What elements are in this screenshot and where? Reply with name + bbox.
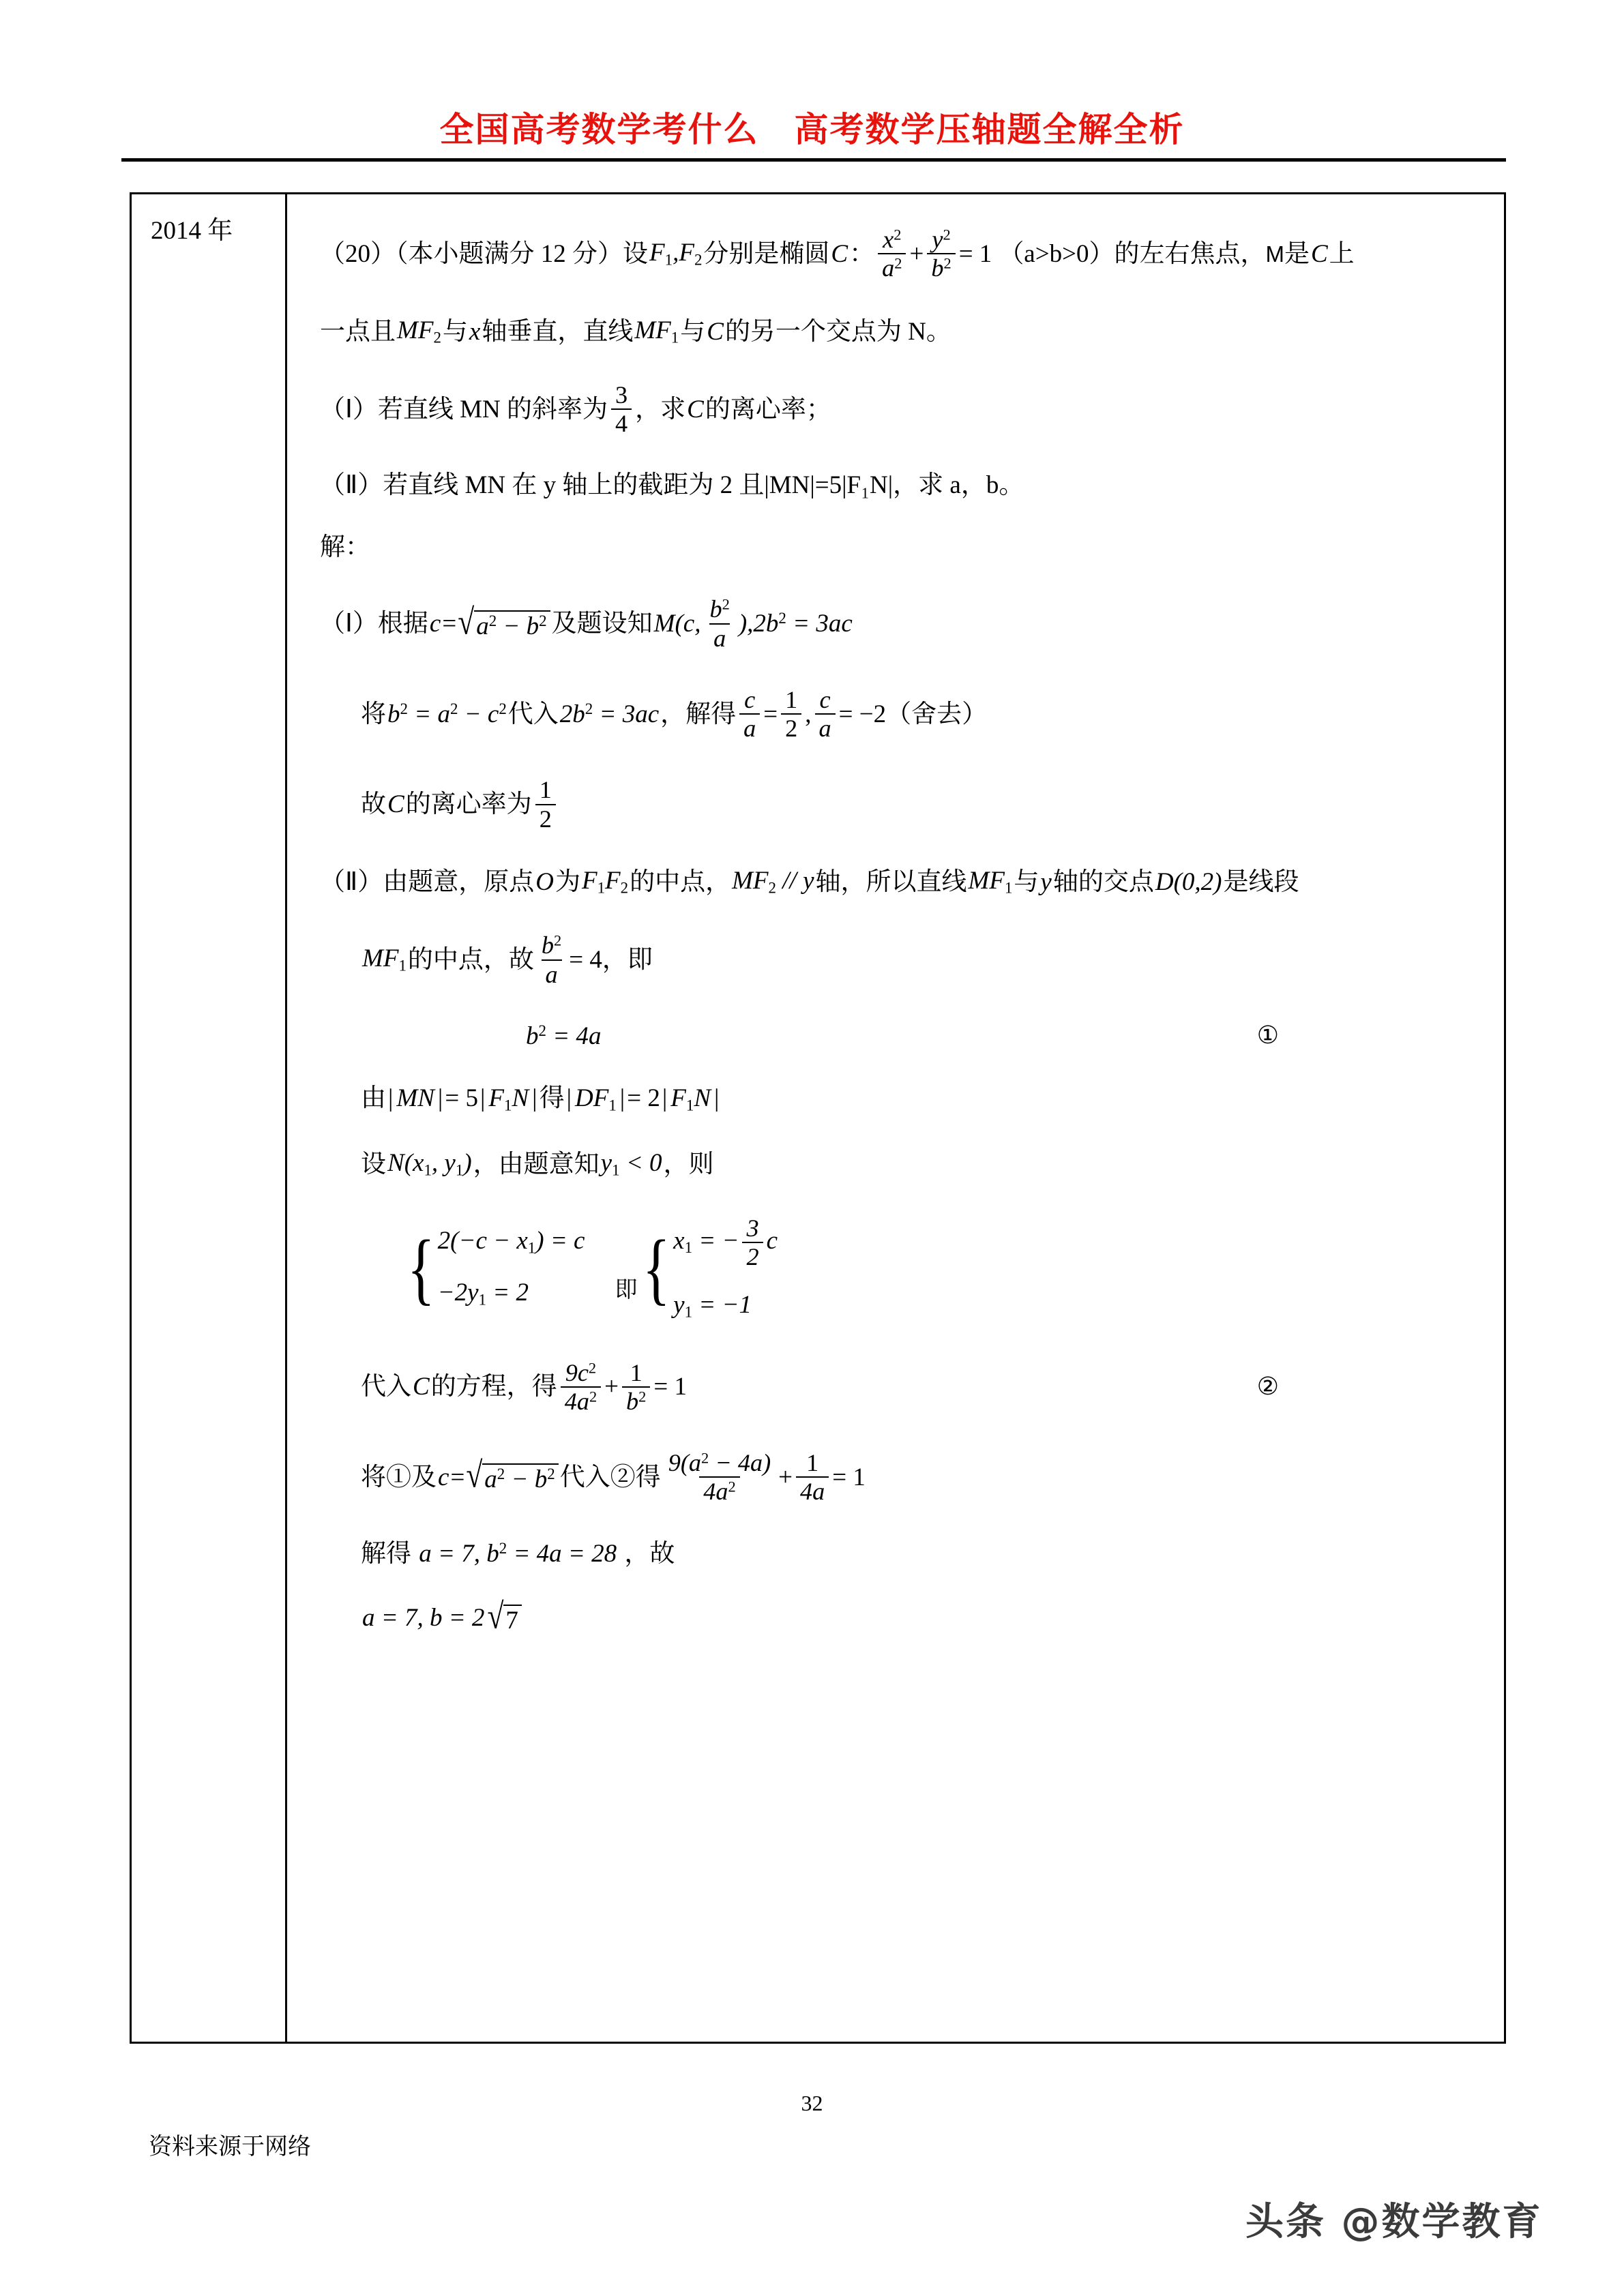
ecc-den: 2	[535, 804, 556, 831]
term-1-b2	[622, 1360, 650, 1414]
segment-mf1-b: $MF_1$	[968, 867, 1013, 897]
solution-part2-line-5	[320, 1360, 1483, 1414]
source-note: 资料来源于网络	[149, 2134, 311, 2160]
eq-equals-four: = 4	[569, 946, 602, 974]
system-left-row-2: $-2y_1 = 2$	[437, 1278, 529, 1308]
solution-part2-line-7	[320, 1541, 1483, 1566]
radicand: $a^2 - b^2$	[474, 610, 550, 639]
rejected-note: （舍去）	[886, 700, 988, 728]
sol-p2l6-a: 将①及	[361, 1463, 437, 1491]
half-num: 1	[785, 685, 798, 713]
sol-p2l4-a: 设	[361, 1150, 386, 1179]
curve-label-c4: C	[687, 395, 704, 423]
b2a-den: a	[542, 959, 562, 987]
sqrt-a2-minus-b2	[458, 601, 550, 642]
final-answer-body: a = 7, b = 2	[362, 1604, 485, 1632]
problem-line2-e: 的另一个交点为 N。	[724, 317, 951, 346]
final-equals: = 1	[832, 1463, 866, 1491]
ratio1-num: c	[744, 685, 756, 713]
point-m-label: M	[1265, 241, 1284, 267]
year-label: 2014 年	[151, 217, 233, 245]
problem-statement-line-2	[320, 318, 1483, 346]
radical-glyph-3: √	[487, 1596, 504, 1637]
solution-part1-line-2	[320, 687, 1483, 741]
var-c-2: c	[438, 1463, 449, 1491]
header-divider	[121, 158, 1506, 162]
curve-label-c6: C	[413, 1373, 430, 1401]
ellipse-x-num: $x^2$	[883, 226, 902, 253]
eccentricity-value	[535, 777, 556, 831]
right-brace-icon: {	[643, 1223, 671, 1313]
system-left-rows	[437, 1228, 587, 1308]
sol-p2l4-b: ，由题意知	[473, 1150, 600, 1179]
ratio-c-over-a-2	[815, 687, 836, 741]
sol-p2l5-b: 的方程，得	[430, 1373, 557, 1401]
mn-relation: 由| MN |= 5| $F_1N$ |得| $DF_1$ |= 2| $F_1N$ |	[361, 1084, 720, 1114]
eq-sign-3: = −2	[838, 700, 887, 728]
system-right-row-1: $x_1$ = − $\frac{3}{2}$ c	[673, 1214, 778, 1270]
eq-2b2-3ac: $2b^2 = 3ac$	[559, 700, 660, 728]
final-answer	[320, 1596, 1483, 1637]
term-9c2-4a2	[561, 1360, 601, 1414]
ratio2-num: c	[819, 685, 831, 713]
segment-mf1-c: $MF_1$	[362, 944, 407, 974]
part1-tail: 的离心率；	[705, 395, 831, 423]
sol-p2l1-d: 轴，所以直线	[815, 868, 967, 897]
system-right-row-2: $y_1 = -1$	[673, 1291, 752, 1321]
problem-content-cell	[287, 194, 1504, 2042]
t3-den: $4a^2$	[699, 1476, 739, 1504]
eq-b2-equals: $b^2 = a^2 - c^2$	[387, 700, 507, 728]
plus-sign-eq2: +	[604, 1373, 619, 1401]
solution-part1-line-3	[320, 777, 1483, 831]
problem-line2-c: 轴垂直，直线	[482, 317, 634, 346]
sol-p1l2-b: 代入	[507, 700, 559, 728]
sol-p2l1-b: 为	[555, 868, 580, 897]
equation-1-row	[320, 1024, 1483, 1049]
header-title: 全国高考数学考什么 高考数学压轴题全解全析	[439, 110, 1185, 149]
ellipse-term-y	[927, 227, 955, 281]
curve-label-c3: C	[707, 317, 724, 346]
eq-sign-1: =	[442, 610, 457, 638]
solution-label: 解：	[320, 533, 370, 562]
t3-num: $9(a^2 - 4a)$	[668, 1449, 771, 1477]
system-right-rows	[672, 1216, 779, 1321]
sol-p2l2-a: 的中点，故	[407, 946, 534, 974]
ellipse-y-num: $y^2$	[932, 226, 951, 253]
plus-sign-final: +	[778, 1463, 793, 1491]
segment-f1f2: $F_1F_2$	[581, 867, 629, 897]
sol-p2l1-a: （Ⅱ）由题意，原点	[320, 868, 535, 897]
part1-prefix: （Ⅰ）若直线 MN 的斜率为	[320, 395, 608, 423]
sol-p2l2-b: ，即	[602, 946, 653, 974]
problem-text-c: 是	[1284, 239, 1310, 268]
sol-p2l1-c: 的中点，	[630, 868, 731, 897]
solve-result: 解得 a = 7, $b^2 = 4a = 28$ ，故	[361, 1539, 675, 1568]
solution-part2-line-4	[320, 1150, 1483, 1178]
problem-text-a: 分别是椭圆	[703, 239, 830, 268]
sol-p1-mid: 及题设知	[551, 610, 653, 638]
ellipse-equals-one: = 1	[958, 239, 992, 268]
origin-o: O	[535, 868, 554, 897]
term-1-4a	[796, 1450, 829, 1504]
solution-part2-line-1	[320, 868, 1483, 896]
axis-x-label: x	[469, 317, 481, 346]
b2a-num: $b^2$	[541, 931, 562, 959]
radicand-3: 7	[503, 1605, 522, 1633]
problem-text-b: 的左右焦点，	[1114, 239, 1266, 268]
problem-line2-b: 与	[442, 317, 468, 346]
radical-glyph: √	[458, 601, 475, 642]
curve-label-c2: C	[1310, 239, 1328, 268]
problem-part-1	[320, 383, 1483, 436]
solution-part2-line-2	[320, 933, 1483, 987]
equation-1-body: $b^2 = 4a$	[526, 1022, 602, 1050]
radical-glyph-2: √	[466, 1455, 483, 1496]
left-brace-icon: {	[407, 1223, 435, 1313]
sol-p2l1-e: 与	[1014, 868, 1039, 897]
eq-sign-2: =	[763, 700, 778, 728]
system-right	[637, 1216, 779, 1321]
ratio1-den: a	[739, 713, 760, 741]
eq2-equals: = 1	[653, 1373, 688, 1401]
sol-p2l5-a: 代入	[361, 1373, 411, 1401]
ellipse-condition: （a>b>0）	[999, 239, 1114, 268]
t2-num: 1	[630, 1358, 643, 1386]
ellipse-y-den: $b^2$	[927, 253, 955, 280]
solution-part2-line-6	[320, 1450, 1483, 1504]
m-coords-close: )$,2b^2 = 3ac$	[738, 610, 853, 638]
ratio2-den: a	[815, 713, 836, 741]
equation-system-row	[320, 1216, 1483, 1321]
y1-negative-cond: $y_1 < 0$	[600, 1149, 662, 1179]
problem-foci-vars: $F_1,F_2$	[649, 238, 703, 268]
t2-den: $b^2$	[622, 1386, 650, 1414]
problem-part-2: （Ⅱ）若直线 MN 在 y 轴上的截距为 2 且|MN|=5|F₁N|，求 a，b。	[320, 471, 1024, 500]
problem-number: （20）（本小题满分 12 分）设	[320, 239, 648, 268]
problem-table	[130, 192, 1506, 2044]
point-n-coords: $N(x_1$, $y_1$)	[387, 1149, 472, 1179]
solution-part2-line-3	[320, 1086, 1483, 1114]
system-connector: 即	[615, 1277, 638, 1302]
slope-denominator: 4	[611, 408, 632, 436]
t1-num: $9c^2$	[565, 1358, 597, 1386]
year-cell	[132, 194, 287, 2042]
t1-den: $4a^2$	[561, 1386, 601, 1414]
sol-p1l3-mid: 的离心率为	[405, 790, 532, 819]
sol-p2l1-g: 是线段	[1223, 868, 1299, 897]
system-left-row-1: $2(-c - x_1) = c$	[437, 1227, 585, 1257]
m-y-num: $b^2$	[709, 595, 730, 623]
plus-sign-ellipse: +	[909, 239, 924, 268]
sqrt-seven	[487, 1596, 521, 1637]
equation-1-label: ①	[1256, 1022, 1279, 1050]
slope-numerator: 3	[615, 381, 628, 408]
curve-label-c5: C	[387, 790, 404, 819]
document-header	[0, 102, 1624, 151]
problem-text-d: 上	[1329, 239, 1355, 268]
ecc-num: 1	[539, 776, 552, 804]
value-one-half	[781, 687, 801, 741]
problem-statement-line-1	[320, 227, 1483, 281]
sol-p1l3-prefix: 故	[361, 790, 386, 819]
ellipse-x-den: $a^2$	[878, 253, 906, 280]
sol-p2l4-c: ，则	[663, 1150, 714, 1179]
point-m-coords-open: M(c,	[653, 610, 701, 638]
equation-2-label: ②	[1256, 1372, 1279, 1401]
sol-p2l1-f: 轴的交点	[1052, 868, 1154, 897]
m-y-coordinate	[705, 597, 733, 651]
problem-colon: ：	[849, 239, 875, 268]
system-left	[402, 1223, 586, 1313]
mf2-parallel-y: $MF_2$ // y	[732, 867, 814, 897]
watermark: 头条 @数学教育	[1245, 2200, 1543, 2244]
sol-p1-prefix: （Ⅰ）根据	[320, 610, 428, 638]
part1-suffix: ，求	[635, 395, 686, 423]
sqrt-a2-minus-b2-2	[466, 1455, 558, 1496]
t4-den: 4a	[796, 1476, 829, 1504]
comma-1: ,	[805, 700, 812, 728]
problem-line2-d: 与	[680, 317, 706, 346]
eq-sign-4: =	[450, 1463, 465, 1491]
sol-p2l6-b: 代入②得	[559, 1463, 661, 1491]
radicand-2: $a^2 - b^2$	[482, 1463, 558, 1492]
half-den: 2	[781, 713, 801, 741]
term-9a2-4a	[664, 1450, 775, 1504]
curve-label-c: C	[831, 239, 848, 268]
ellipse-term-x	[878, 227, 906, 281]
point-d-coords: D(0,2)	[1155, 868, 1222, 897]
b2-over-a	[537, 933, 565, 987]
problem-line2-a: 一点且	[320, 317, 396, 346]
t4-num: 1	[806, 1449, 819, 1477]
axis-y-label: y	[1040, 868, 1052, 897]
solution-part1-line-1	[320, 597, 1483, 651]
ratio-c-over-a-1	[739, 687, 760, 741]
sol-p1l2-a: 将	[361, 700, 386, 728]
page-number: 32	[801, 2091, 823, 2115]
m-y-den: a	[709, 623, 730, 651]
segment-mf2: $MF_2$	[397, 316, 441, 346]
sol-p1l2-c: ，解得	[660, 700, 737, 728]
segment-mf1: $MF_1$	[634, 316, 679, 346]
var-c: c	[429, 610, 441, 638]
slope-fraction	[611, 383, 632, 436]
